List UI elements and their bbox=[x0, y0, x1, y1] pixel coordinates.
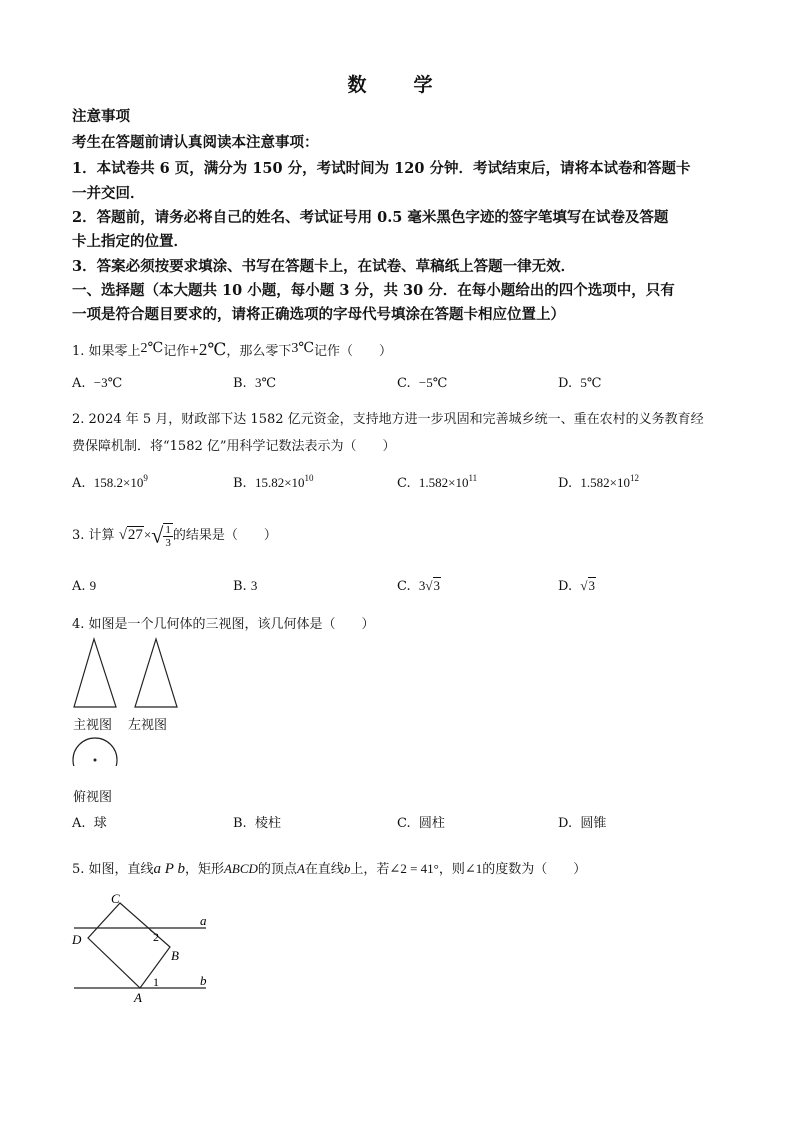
question-3-stem bbox=[72, 515, 277, 555]
label-b-point: B bbox=[171, 948, 179, 963]
q1-option-d: D. 5℃ bbox=[558, 375, 602, 391]
notice-item-1-line-2: 一并交回． bbox=[72, 185, 145, 202]
left-view-triangle bbox=[135, 639, 177, 707]
q1-temp-below: 3℃ bbox=[291, 341, 315, 356]
front-view-label: 主视图 bbox=[73, 718, 113, 733]
front-view-triangle bbox=[74, 639, 116, 707]
question-1-stem bbox=[72, 340, 392, 360]
q1-temp-above: 2℃ bbox=[140, 341, 164, 356]
q1-suffix: 记作（ ） bbox=[314, 344, 393, 359]
q2-option-a: A. $158.2\times 10^9$ bbox=[72, 473, 148, 491]
question-2-line-2: 费保障机制．将“1582 亿”用科学记数法表示为（ ） bbox=[72, 439, 396, 454]
q4-option-a: A. 球 bbox=[72, 816, 107, 831]
notice-item-2-line-2: 卡上指定的位置． bbox=[72, 233, 188, 250]
top-view-center-dot bbox=[94, 759, 97, 762]
label-c: C bbox=[111, 891, 120, 906]
top-view-label: 俯视图 bbox=[73, 790, 113, 805]
question-4-stem: 4. 如图是一个几何体的三视图，该几何体是（ ） bbox=[72, 617, 375, 632]
label-a-point: A bbox=[134, 990, 142, 1005]
notice-item-3: 3．答案必须按要求填涂、书写在答题卡上，在试卷、草稿纸上答题一律无效． bbox=[72, 258, 576, 275]
top-view-circle bbox=[73, 738, 117, 766]
q5-rectangle-name: ABCD bbox=[223, 861, 258, 876]
q5-angle-1: ∠1 bbox=[464, 861, 483, 876]
notice-item-1-line-1: 1．本试卷共 6 页，满分为 150 分，考试时间为 120 分钟．考试结束后，请将本试卷和答题卡 bbox=[72, 160, 691, 177]
q3-option-c: C. 3√3 bbox=[397, 578, 441, 594]
q1-mid-2: ，那么零下 bbox=[226, 344, 292, 359]
q5-parallel-relation: a P b bbox=[153, 861, 185, 877]
section-1-heading-line-1: 一、选择题（本大题共 10 小题，每小题 3 分，共 30 分．在每小题给出的四个选项中，只有 bbox=[72, 282, 675, 299]
label-angle-2: 2 bbox=[153, 930, 159, 944]
q1-option-b: B. 3℃ bbox=[233, 375, 276, 391]
q3-sqrt-symbol: √ bbox=[151, 522, 164, 548]
page-title: 数 学 bbox=[347, 74, 447, 96]
notice-item-2-line-1: 2．答题前，请务必将自己的姓名、考试证号用 0.5 毫米黑色字迹的签字笔填写在试卷及答题 bbox=[72, 209, 669, 226]
label-line-b: b bbox=[200, 973, 207, 988]
q2-option-c: C. $1.582\times 10^{11}$ bbox=[397, 473, 478, 491]
q4-option-d: D. 圆锥 bbox=[558, 816, 607, 831]
q3-prefix: 3. 计算 bbox=[72, 528, 115, 543]
notice-intro: 考生在答题前请认真阅读本注意事项： bbox=[72, 134, 319, 151]
label-line-a: a bbox=[200, 913, 207, 928]
q5-geometry-figure bbox=[68, 890, 218, 1008]
question-2-line-1: 2. 2024 年 5 月，财政部下达 1582 亿元资金，支持地方进一步巩固和完善城乡统一、重在农村的义务教育经 bbox=[72, 412, 704, 427]
q1-prefix: 1. 如果零上 bbox=[72, 344, 141, 359]
q3-option-b: B. 3 bbox=[233, 578, 258, 594]
label-angle-1: 1 bbox=[153, 975, 159, 989]
q4-three-view-figure bbox=[70, 636, 190, 766]
q3-sqrt-27: √27 bbox=[118, 527, 143, 543]
q3-option-a: A. 9 bbox=[72, 578, 97, 594]
question-5-stem: 5. 如图，直线a P b，矩形ABCD的顶点A在直线b上，若∠2 = 41°，则∠1的度数为（ ） bbox=[72, 861, 587, 877]
q5-angle-2: ∠2 = 41° bbox=[389, 861, 439, 876]
q3-option-d: D. √3 bbox=[558, 578, 595, 594]
q3-suffix: 的结果是（ ） bbox=[172, 528, 277, 543]
q1-option-c: C. −5℃ bbox=[397, 375, 448, 391]
section-1-heading-line-2: 一项是符合题目要求的，请将正确选项的字母代号填涂在答题卡相应位置上） bbox=[72, 306, 565, 323]
q3-fraction: $\frac{1}{3}$ bbox=[165, 523, 171, 549]
notice-heading: 注意事项 bbox=[72, 108, 130, 125]
q1-option-a: A. −3℃ bbox=[72, 375, 123, 391]
q3-times: × bbox=[143, 527, 152, 542]
q4-option-c: C. 圆柱 bbox=[397, 816, 445, 831]
q1-mid-1: 记作 bbox=[163, 344, 190, 359]
q2-option-d: D. $1.582\times 10^{12}$ bbox=[558, 473, 639, 491]
q1-temp-record: +2℃ bbox=[189, 340, 227, 359]
q2-option-b: B. $15.82\times 10^{10}$ bbox=[233, 473, 314, 491]
left-view-label: 左视图 bbox=[128, 718, 168, 733]
q4-option-b: B. 棱柱 bbox=[233, 816, 281, 831]
label-d: D bbox=[72, 932, 82, 947]
